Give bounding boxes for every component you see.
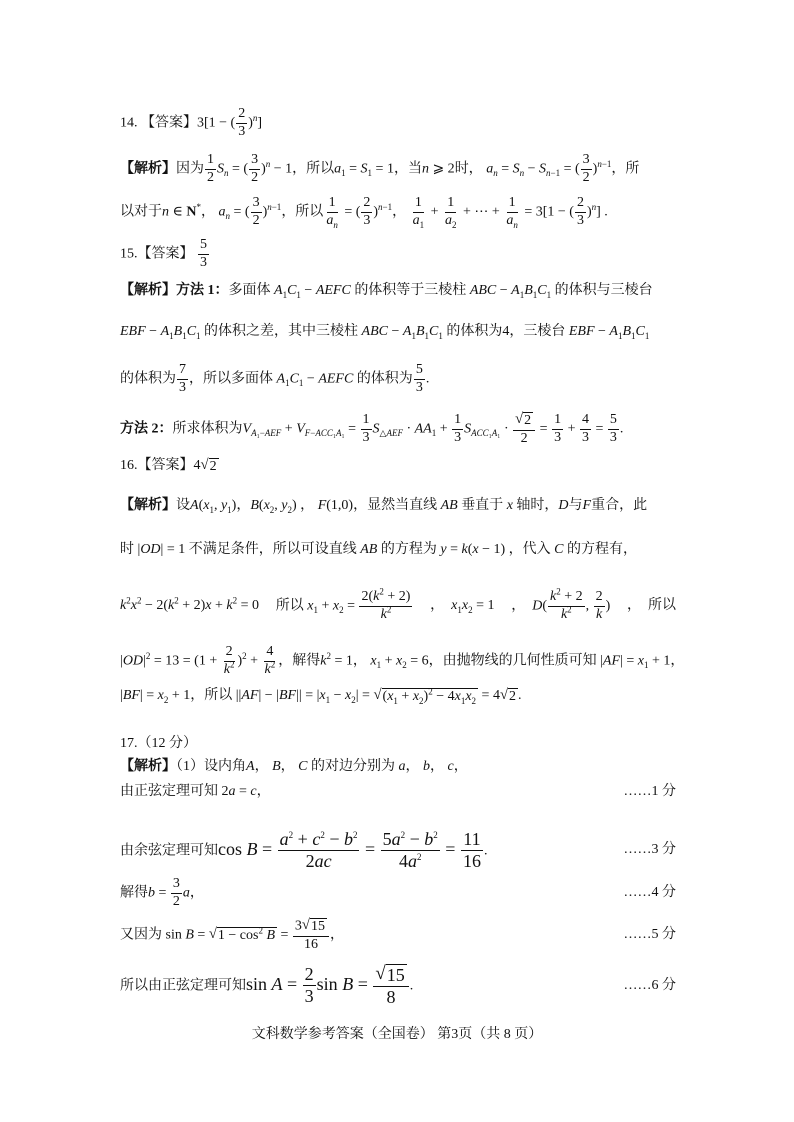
q16-line4: $|OD|^2 = 13 = (1$ + $\frac{2}{k^2}$ )$^2$ + $\frac{4}{k^2}$ ，解得$k^2 = 1$， $x_1 + x_2 = 6$，由抛物线的几何性质可知 $|AF| = x_1 + 1$， <box>120 644 685 677</box>
q16-line2: 时 |OD| = 1 不满足条件，所以可设直线 AB 的方程为 y = k(x − 1) ，代入 C 的方程有， <box>120 542 637 557</box>
q17-line4: 解得b = $\frac{3}{2}$ a， ……4 分 <box>120 876 676 909</box>
score-4: ……4 分 <box>623 885 676 901</box>
q16-line3: $k^2x^2 - 2(k^2 + 2)x + k^2 = 0$ 所以 $x_1 + x_2$ = $\frac{2(k^2 + 2)}{k^2}$ ， $x_1x_2 = 1$ ， D( $\frac{k^2 + 2}{k^2}$ , $\frac{2}{k}$ ) ， 所以 <box>120 586 676 622</box>
q15-method2: 方法 2：所求体积为$V_{A_1-AEF} + V_{F-ACC_1A_1}$ = $\frac{1}{3}$ $S_{\triangle AEF} \cdot AA_1$ + $\frac{1}{3}$ $S_{ACC_1A_1}$ · √ 2 2 = $\frac{1}{3}$ + $\frac{4}{3}$ = $\frac{5}{3}$ . <box>120 411 624 446</box>
q17-line5: 又因为 sin B = √ $1 - \cos^2 B$ = 3 √ 15 16 ， ……5 分 <box>120 917 676 952</box>
q16-line1: 【解析】设$A(x_1$, $y_1$)，$B(x_2$, $y_2$) ， F(1,0)，显然当直线 AB 垂直于 x 轴时，D与F重合，此 <box>120 498 648 515</box>
q17-line1: 【解析】（1）设内角A， B， C 的对边分别为 a， b， c， <box>120 759 468 774</box>
q14-analysis-line2: 以对于n ∈ N*， $a_n$ = ( $\frac{3}{2}$ )$^{n-1}$，所以 $\frac{1}{a_n}$ = ( $\frac{2}{3}$ )$^{n-1}$， $\frac{1}{a_1}$ + $\frac{1}{a_2}$ + ⋯ + $\frac{1}{a_n}$ = 3[1 − ( $\frac{2}{3}$ )$^n$] . <box>120 195 608 230</box>
page-footer: 文科数学参考答案（全国卷） 第3页（共 8 页） <box>251 1027 543 1042</box>
q15-method1-line1: 【解析】方法 1：多面体 $A_1C_1$ − AEFC 的体积等于三棱柱 ABC − $A_1B_1C_1$ 的体积与三棱台 <box>120 283 653 300</box>
q14-answer: 14. 【答案】3[1 − ( $\frac{2}{3}$ )$^n$] <box>120 106 263 139</box>
q16-answer: 16.【答案】4 √ 2 <box>120 457 217 474</box>
score-5: ……5 分 <box>623 927 676 943</box>
score-1: ……1 分 <box>623 784 676 799</box>
q17-line2: 由正弦定理可知 2a = c， ……1 分 <box>120 784 676 799</box>
q16-line5: $|BF| = x_2 + 1$，所以 $||AF| - |BF|| = |x_1 - x_2|$ = √ $(x_1 + x_2)^2 - 4x_1x_2$ = 4 √ 2 . <box>120 686 522 706</box>
score-6: ……6 分 <box>623 977 676 993</box>
q17-line3: 由余弦定理可知cos B = $\frac{a^2 + c^2 - b^2}{2ac}$ = $\frac{5a^2 - b^2}{4a^2}$ = $\frac{11}{16}$ . ……3 分 <box>120 829 676 871</box>
score-3: ……3 分 <box>623 842 676 858</box>
q17-line6: 所以由正弦定理可知sin A = $\frac{2}{3}$ sin B = √ 15 8 . ……6 分 <box>120 963 676 1008</box>
q14-analysis-line1: 【解析】因为 $\frac{1}{2}$ $S_n$ = ( $\frac{3}{2}$ )$^n$ − 1，所以$a_1 = S_1 = 1$，当n ⩾ 2时， $a_n = S_n - S_{n-1}$ = ( $\frac{3}{2}$ )$^{n-1}$，所 <box>120 152 640 185</box>
q15-method1-line2: EBF − $A_1B_1C_1$ 的体积之差，其中三棱柱 ABC − $A_1B_1C_1$ 的体积为4，三棱台 EBF − $A_1B_1C_1$ <box>120 324 650 341</box>
q15-method1-line3: 的体积为 $\frac{7}{3}$ ，所以多面体 $A_1C_1$ − AEFC 的体积为 $\frac{5}{3}$ . <box>120 362 430 395</box>
q17-header: 17.（12 分） <box>120 736 197 751</box>
q15-answer: 15.【答案】 $\frac{5}{3}$ <box>120 237 207 270</box>
